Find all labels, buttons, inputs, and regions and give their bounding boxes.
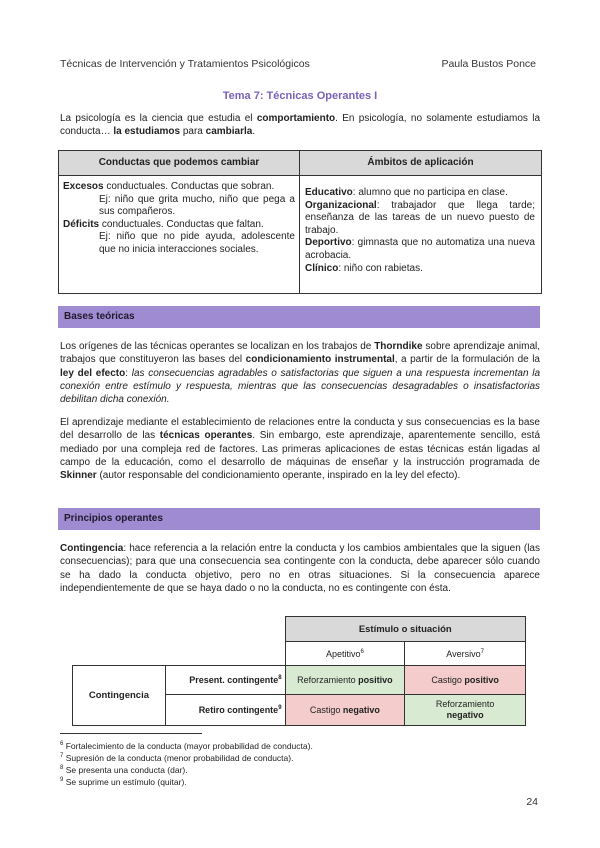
- footnote-8: [60, 765, 188, 775]
- footnote-text: Fortalecimiento de la conducta (mayor probabilidad de conducta).: [63, 741, 313, 751]
- fields-cell: [305, 187, 535, 275]
- contingency-paragraph: [60, 542, 540, 595]
- apetitivo-label: Apetitivo: [325, 648, 361, 659]
- present-row-label: [165, 666, 285, 695]
- footnote-6: [60, 741, 313, 751]
- cell-bold: positivo: [464, 675, 499, 685]
- para1-italic: las consecuencias agradables o satisfactorias que siguen a una respuesta incrementan la conexión entre estímulo y respuesta, mientras que las consecuencias desagradables o insatisfactorias debilitan dicha conexión.: [60, 367, 541, 406]
- excesos-text: conductuales. Conductas que sobran.: [103, 181, 275, 192]
- cell-bold: positivo: [358, 675, 393, 685]
- header-author: Paula Bustos Ponce: [441, 58, 536, 70]
- intro-text: La psicología es la ciencia que estudia el: [60, 113, 257, 124]
- aversivo-label: Aversivo: [446, 648, 481, 659]
- cell-bold: negativo: [446, 710, 484, 720]
- deportivo-label: Deportivo: [305, 237, 352, 249]
- cell-bold: negativo: [342, 705, 380, 715]
- section-heading-bases: Bases teóricas: [64, 311, 135, 322]
- footnote-ref: 6: [360, 648, 364, 655]
- contingency-row-header: Contingencia: [73, 666, 166, 726]
- excesos-example: Ej: niño que grita mucho, niño que pega a sus compañeros.: [99, 193, 295, 218]
- retiro-label: Retiro contingente: [198, 705, 279, 715]
- excesos-label: Excesos: [63, 181, 104, 192]
- section-band-bases: [58, 306, 540, 328]
- section-band-principios: [58, 508, 540, 530]
- cell-negative-reinforcement: [405, 695, 526, 726]
- footnote-text: Se suprime un estímulo (quitar).: [63, 777, 187, 787]
- header-course-title: Técnicas de Intervención y Tratamientos Psicológicos: [60, 58, 310, 70]
- para1-bold: ley del efecto: [60, 367, 126, 379]
- footnote-divider: [60, 733, 202, 734]
- para2-text: (autor responsable del condicionamiento operante, inspirado en la ley del efecto).: [96, 470, 461, 482]
- footnote-ref: 8: [278, 675, 282, 681]
- table-divider: [299, 175, 300, 293]
- footnote-number: 7: [60, 753, 64, 760]
- cell-positive-punishment: [405, 666, 526, 695]
- cell-text: Reforzamiento: [435, 699, 495, 709]
- present-label: Present. contingente: [189, 675, 279, 685]
- para2-bold: Skinner: [60, 470, 97, 482]
- intro-bold: comportamiento: [256, 113, 336, 124]
- educativo-label: Educativo: [305, 187, 353, 198]
- footnote-number: 6: [60, 741, 64, 748]
- cell-text: Castigo: [309, 705, 343, 715]
- intro-bold: la estudiamos: [113, 126, 181, 138]
- behaviors-table: [58, 150, 542, 294]
- educativo-text: : alumno que no participa en clase.: [352, 187, 508, 198]
- footnote-number: 8: [60, 765, 64, 772]
- page-number: 24: [526, 796, 538, 808]
- bases-paragraph-2: [60, 416, 540, 482]
- para2-text: . Sin embargo, este aprendizaje, aparentemente sencillo, está mediado por una compleja red de factores. Las primeras aplicaciones de estas técnicas están ligadas al campo de la educación, como el desarrollo de máquinas de enseñar y la instrucción programada de: [60, 430, 540, 468]
- organizacional-label: Organizacional: [305, 199, 377, 211]
- aversivo-header: [405, 642, 526, 666]
- deficits-text: conductuales. Conductas que faltan.: [99, 218, 264, 230]
- clinico-text: : niño con rabietas.: [338, 262, 423, 274]
- para1-bold: condicionamiento instrumental: [245, 354, 395, 366]
- para1-text: :: [125, 367, 132, 379]
- para3-bold: Contingencia: [60, 543, 124, 554]
- footnote-7: [60, 753, 293, 763]
- intro-bold: cambiarla: [205, 126, 253, 138]
- cell-text: Reforzamiento: [297, 675, 359, 685]
- cell-text: Castigo: [431, 675, 465, 685]
- col-header-behaviors: Conductas que podemos cambiar: [59, 151, 300, 176]
- col-header-fields: Ámbitos de aplicación: [300, 151, 541, 176]
- deficits-example: Ej: niño que no pide ayuda, adolescente que no inicia interacciones sociales.: [99, 231, 295, 255]
- stimulus-header: Estímulo o situación: [285, 617, 525, 642]
- para1-bold: Thorndike: [374, 341, 423, 352]
- intro-text: . En psicología, no solamente estudiamos la conducta…: [60, 113, 540, 138]
- para1-text: Los orígenes de las técnicas operantes se localizan en los trabajos de: [60, 341, 375, 352]
- intro-text: .: [252, 126, 256, 138]
- intro-paragraph: [60, 112, 540, 139]
- apetitivo-header: [285, 642, 405, 666]
- page-title: Tema 7: Técnicas Operantes I: [222, 90, 378, 102]
- deportivo-text: : gimnasta que no automatiza una nueva acrobacia.: [305, 237, 535, 261]
- footnote-ref: 7: [480, 648, 484, 655]
- para3-text: : hace referencia a la relación entre la conducta y los cambios ambientales que la siguen (las consecuencias); para que una consecuencia sea contingente con la conducta, debe aparecer sólo cuando se ha dado la conducta objetivo, pero no en otras situaciones. Si la consecuencia aparece independientemente de que se haya dado o no la conducta, no es contingente con ésta.: [60, 543, 540, 594]
- footnote-text: Se presenta una conducta (dar).: [63, 765, 188, 775]
- para1-text: sobre aprendizaje animal, trabajos que constituyeron las bases del: [60, 341, 541, 366]
- clinico-label: Clínico: [305, 262, 339, 274]
- para2-bold: técnicas operantes: [159, 430, 253, 442]
- organizacional-text: : trabajador que llega tarde; enseñanza de las tareas de un nuevo puesto de trabajo.: [305, 199, 535, 236]
- para1-text: , a partir de la formulación de la: [394, 354, 540, 366]
- section-heading-principios: Principios operantes: [64, 513, 163, 524]
- para2-text: El aprendizaje mediante el establecimiento de relaciones entre la conducta y sus consecuencias es la base del desarrollo de las: [60, 417, 540, 442]
- empty-corner: [73, 642, 286, 666]
- cell-positive-reinforcement: [285, 666, 405, 695]
- behaviors-cell: [63, 181, 295, 257]
- footnote-9: [60, 777, 187, 787]
- deficits-label: Déficits: [63, 218, 100, 230]
- cell-negative-punishment: [285, 695, 405, 726]
- footnote-ref: 9: [278, 705, 282, 711]
- footnote-number: 9: [60, 777, 64, 784]
- intro-text: para: [180, 126, 206, 138]
- empty-corner: [73, 617, 286, 642]
- retiro-row-label: [165, 695, 285, 726]
- contingency-table: [72, 616, 526, 726]
- bases-paragraph-1: [60, 340, 540, 406]
- footnote-text: Supresión de la conducta (menor probabilidad de conducta).: [63, 753, 294, 763]
